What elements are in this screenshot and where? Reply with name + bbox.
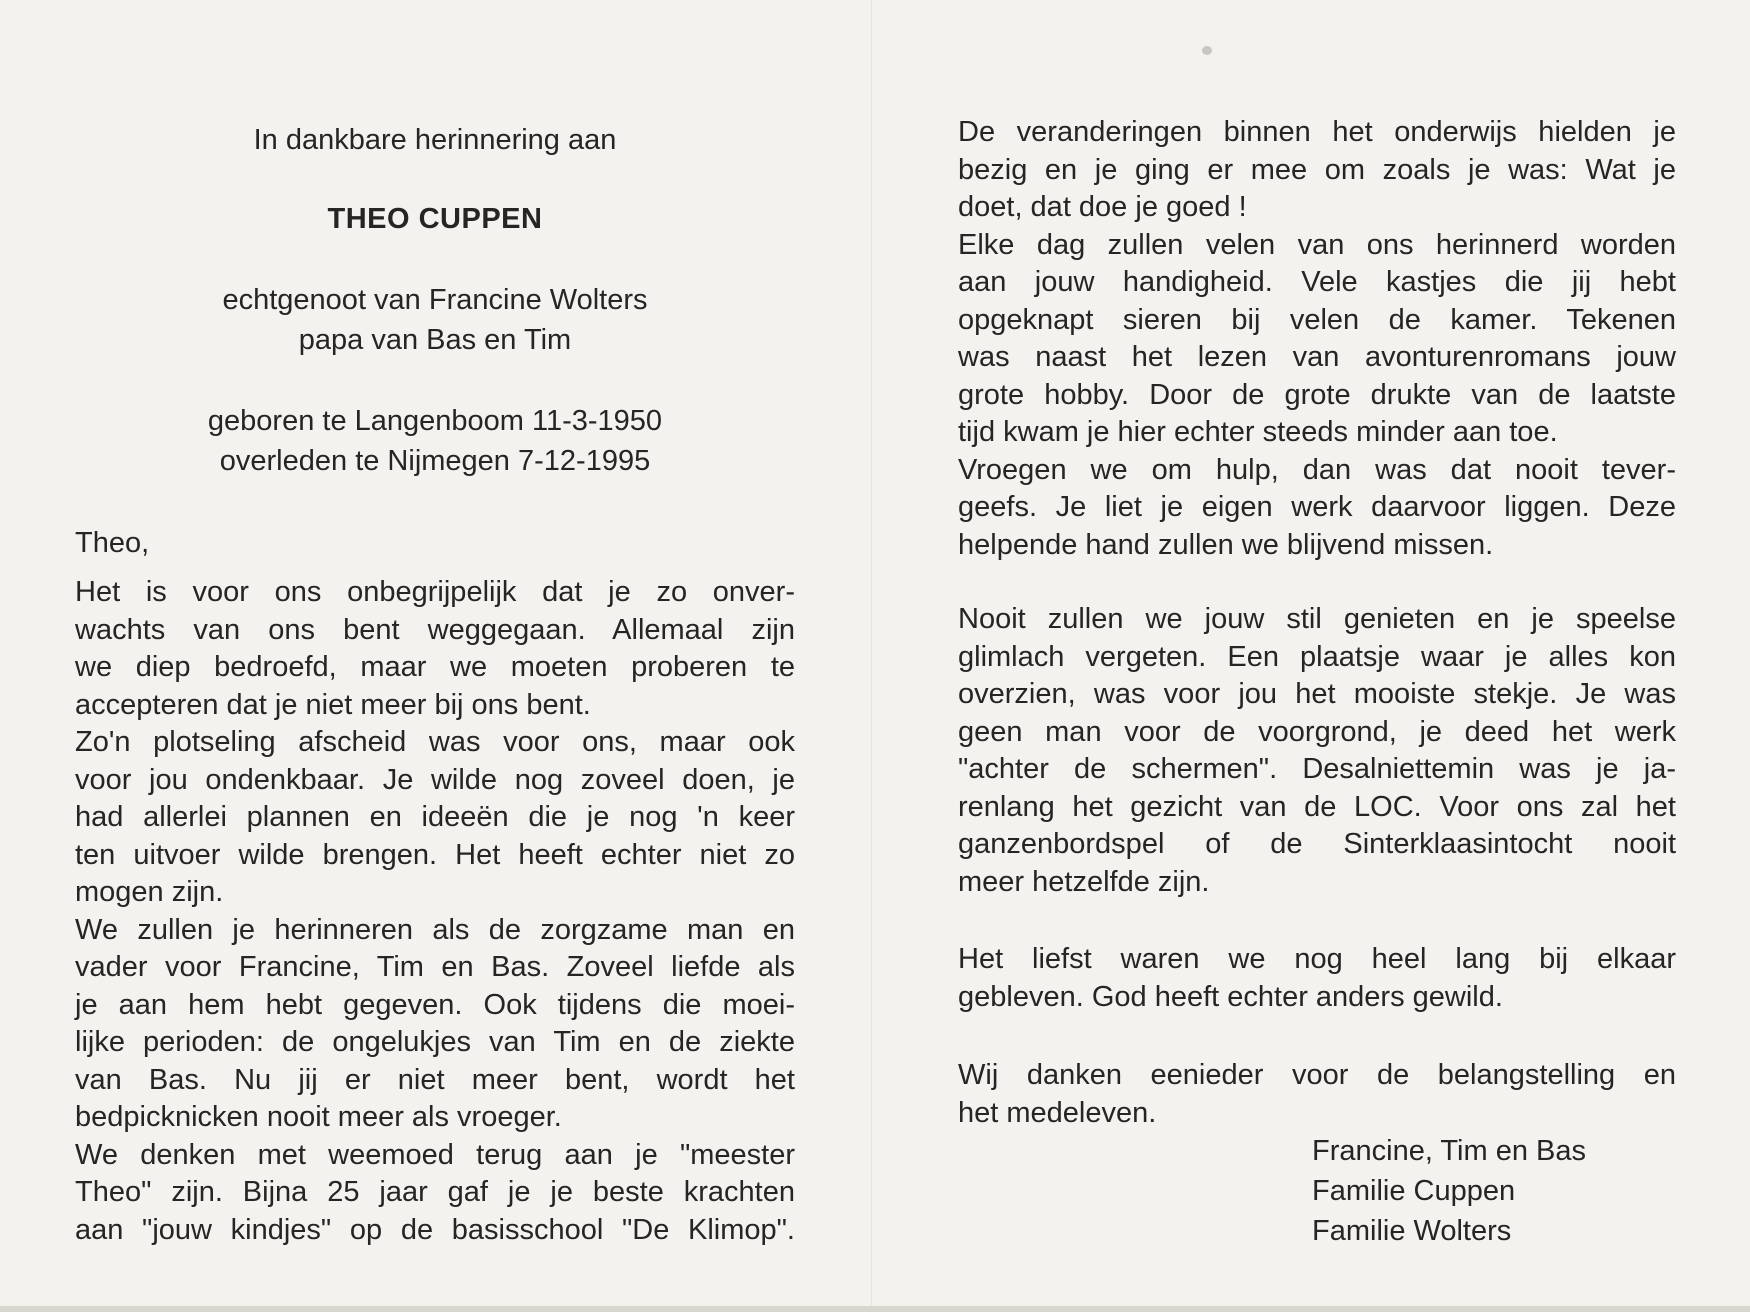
- text-line: geefs. Je liet je eigen werk daarvoor liggen. Deze: [958, 491, 1676, 523]
- text-line: renlang het gezicht van de LOC. Voor ons zal het: [958, 790, 1676, 823]
- text-line: Het is voor ons onbegrijpelijk dat je zo onver-: [75, 576, 795, 608]
- birth-line: geboren te Langenboom 11-3-1950: [207, 405, 663, 437]
- intro-line: In dankbare herinnering aan: [253, 124, 617, 156]
- text-line: had allerlei plannen en ideeën die je nog 'n keer: [75, 801, 795, 833]
- right-paragraph-3: [958, 941, 1676, 1016]
- left-body-text: [75, 574, 795, 1249]
- signature-line: Familie Wolters: [1312, 1215, 1512, 1247]
- text-line: gebleven. God heeft echter anders gewild.: [958, 980, 1503, 1013]
- text-line: van Bas. Nu jij er niet meer bent, wordt het: [75, 1063, 795, 1096]
- text-line: Vroegen we om hulp, dan was dat nooit tever-: [958, 453, 1676, 486]
- text-line: De veranderingen binnen het onderwijs hielden je: [958, 116, 1676, 148]
- deceased-name: THEO CUPPEN: [327, 203, 543, 235]
- text-line: tijd kwam je hier echter steeds minder aan toe.: [958, 416, 1558, 448]
- card-bottom-edge: [0, 1306, 1750, 1312]
- text-line: glimlach vergeten. Een plaatsje waar je alles kon: [958, 640, 1676, 673]
- text-line: Elke dag zullen velen van ons herinnerd worden: [958, 228, 1676, 261]
- text-line: geen man voor de voorgrond, je deed het werk: [958, 715, 1676, 748]
- salutation: Theo,: [75, 527, 150, 559]
- text-line: overzien, was voor jou het mooiste stekje. Je was: [958, 678, 1676, 710]
- text-line: Nooit zullen we jouw stil genieten en je speelse: [958, 603, 1676, 635]
- text-line: opgeknapt sieren bij velen de kamer. Tekenen: [958, 303, 1676, 336]
- text-line: bedpicknicken nooit meer als vroeger.: [75, 1101, 562, 1133]
- text-line: doet, dat doe je goed !: [958, 191, 1247, 223]
- text-line: bezig en je ging er mee om zoals je was: Wat je: [958, 153, 1676, 186]
- text-line: lijke perioden: de ongelukjes van Tim en de ziekte: [75, 1026, 795, 1058]
- text-line: "achter de schermen". Desalniettemin was je ja-: [958, 753, 1676, 785]
- signature-block: [1312, 1131, 1586, 1251]
- text-line: Theo" zijn. Bijna 25 jaar gaf je je beste krachten: [75, 1176, 795, 1208]
- text-line: We denken met weemoed terug aan je "meester: [75, 1138, 795, 1171]
- father-line: papa van Bas en Tim: [298, 324, 572, 356]
- card-fold: [871, 0, 873, 1312]
- right-paragraph-1: [958, 114, 1676, 564]
- text-line: het medeleven.: [958, 1096, 1157, 1129]
- text-line: Zo'n plotseling afscheid was voor ons, maar ook: [75, 726, 795, 758]
- text-line: je aan hem hebt gegeven. Ook tijdens die moei-: [75, 988, 795, 1021]
- text-line: aan jouw handigheid. Vele kastjes die jij hebt: [958, 266, 1676, 298]
- signature-line: Francine, Tim en Bas: [1312, 1135, 1586, 1167]
- death-line: overleden te Nijmegen 7-12-1995: [219, 445, 651, 477]
- text-line: helpende hand zullen we blijvend missen.: [958, 528, 1494, 561]
- text-line: We zullen je herinneren als de zorgzame man en: [75, 913, 795, 946]
- text-line: Wij danken eenieder voor de belangstelling en: [958, 1059, 1676, 1091]
- text-line: accepteren dat je niet meer bij ons bent.: [75, 688, 591, 721]
- text-line: ten uitvoer wilde brengen. Het heeft echter niet zo: [75, 838, 795, 871]
- text-line: we diep bedroefd, maar we moeten proberen te: [75, 651, 795, 683]
- text-line: mogen zijn.: [75, 876, 224, 908]
- text-line: aan "jouw kindjes" op de basisschool "De Klimop".: [75, 1213, 795, 1246]
- text-line: voor jou ondenkbaar. Je wilde nog zoveel doen, je: [75, 763, 795, 796]
- text-line: vader voor Francine, Tim en Bas. Zoveel liefde als: [75, 951, 795, 983]
- spouse-line: echtgenoot van Francine Wolters: [222, 284, 648, 316]
- right-paragraph-4: [958, 1057, 1676, 1132]
- text-line: wachts van ons bent weggegaan. Allemaal zijn: [75, 613, 795, 646]
- text-line: meer hetzelfde zijn.: [958, 865, 1210, 898]
- paper-mark: [1202, 46, 1212, 55]
- signature-line: Familie Cuppen: [1312, 1175, 1516, 1207]
- text-line: was naast het lezen van avonturenromans jouw: [958, 341, 1676, 373]
- text-line: grote hobby. Door de grote drukte van de laatste: [958, 378, 1676, 411]
- text-line: ganzenbordspel of de Sinterklaasintocht nooit: [958, 828, 1676, 860]
- text-line: Het liefst waren we nog heel lang bij elkaar: [958, 943, 1676, 975]
- right-paragraph-2: [958, 601, 1676, 901]
